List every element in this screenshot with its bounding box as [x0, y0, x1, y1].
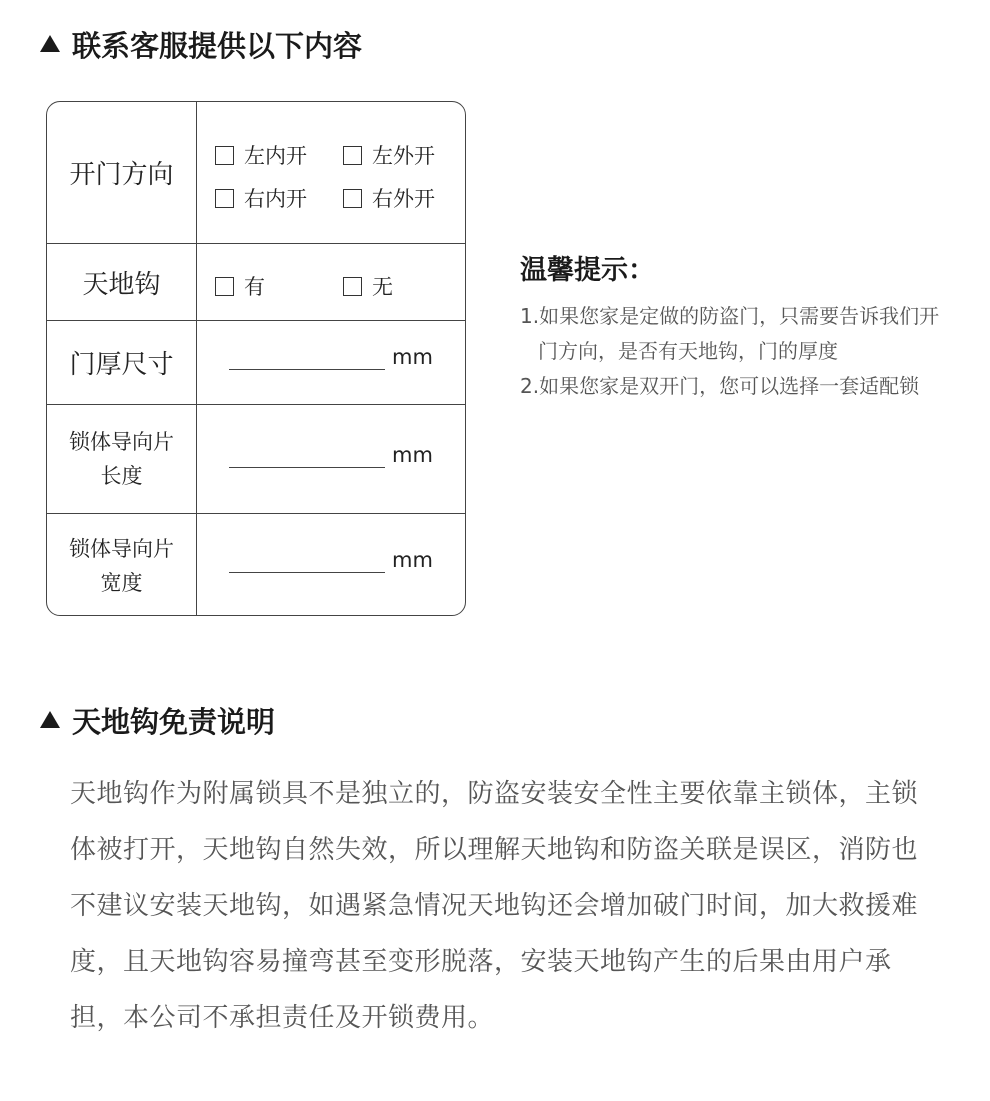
option-has-bolt[interactable]: 有	[215, 271, 265, 301]
door-thickness-row	[47, 321, 465, 405]
guide-width-unit: mm	[392, 548, 433, 572]
door-thickness-blank[interactable]	[229, 369, 385, 370]
door-direction-row	[47, 102, 465, 244]
guide-width-field[interactable]	[197, 514, 465, 616]
guide-length-label: 锁体导向片 长度	[47, 405, 197, 513]
checkbox-icon[interactable]	[215, 189, 234, 208]
guide-length-unit: mm	[392, 443, 433, 467]
disclaimer-section-title	[40, 700, 275, 741]
option-right-inward[interactable]: 右内开	[215, 183, 307, 213]
disclaimer-section-title-text: 天地钩免责说明	[72, 705, 276, 739]
ground-bolt-options	[197, 244, 465, 320]
door-thickness-field[interactable]	[197, 321, 465, 404]
tips-panel	[520, 248, 940, 404]
triangle-bullet-icon	[40, 711, 60, 728]
door-thickness-unit: mm	[392, 345, 433, 369]
guide-length-blank[interactable]	[229, 467, 385, 468]
triangle-bullet-icon	[40, 35, 60, 52]
disclaimer-body: 天地钩作为附属锁具不是独立的，防盗安装安全性主要依靠主锁体，主锁体被打开，天地钩自然失效，所以理解天地钩和防盗关联是误区，消防也不建议安装天地钩，如遇紧急情况天地钩还会增加破门时间，加大救援难度，且天地钩容易撞弯甚至变形脱落，安装天地钩产生的后果由用户承担，本公司不承担责任及开锁费用。	[70, 779, 919, 1033]
option-left-outward[interactable]: 左外开	[343, 140, 435, 170]
ground-bolt-row	[47, 244, 465, 321]
info-form-table	[46, 101, 466, 616]
option-no-bolt[interactable]: 无	[343, 271, 393, 301]
option-left-inward[interactable]: 左内开	[215, 140, 307, 170]
tips-title: 温馨提示：	[520, 255, 655, 286]
door-direction-label: 开门方向	[47, 102, 197, 243]
guide-length-row	[47, 405, 465, 514]
door-direction-options	[197, 102, 465, 243]
guide-width-label: 锁体导向片 宽度	[47, 514, 197, 616]
tip-item-1: 1.如果您家是定做的防盗门，只需要告诉我们开门方向，是否有天地钩，门的厚度	[520, 304, 940, 363]
option-right-outward[interactable]: 右外开	[343, 183, 435, 213]
ground-bolt-label: 天地钩	[47, 244, 197, 320]
checkbox-icon[interactable]	[343, 146, 362, 165]
guide-length-field[interactable]	[197, 405, 465, 513]
checkbox-icon[interactable]	[215, 146, 234, 165]
checkbox-icon[interactable]	[343, 277, 362, 296]
door-thickness-label: 门厚尺寸	[47, 321, 197, 404]
checkbox-icon[interactable]	[215, 277, 234, 296]
contact-section-title	[40, 24, 362, 65]
guide-width-blank[interactable]	[229, 572, 385, 573]
guide-width-row	[47, 514, 465, 616]
tip-item-2: 2.如果您家是双开门，您可以选择一套适配锁	[520, 374, 920, 398]
checkbox-icon[interactable]	[343, 189, 362, 208]
contact-section-title-text: 联系客服提供以下内容	[72, 29, 363, 63]
